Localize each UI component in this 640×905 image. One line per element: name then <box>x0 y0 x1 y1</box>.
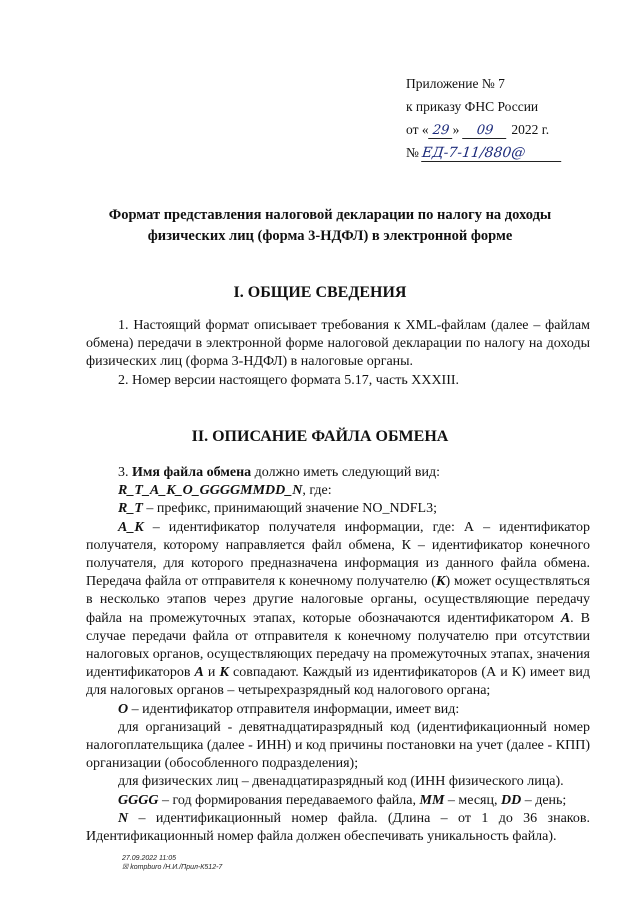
n-definition: N – идентификационный номер файла. (Длина – от 1 до 36 знаков. Идентификационный номер файла должен обеспечивать уникальность файла). <box>86 810 590 845</box>
org-code-definition: для организаций - девятнадцатиразрядный код (идентификационный номер налогоплательщика (далее - ИНН) и код причины постановки на учет (далее - КПП) организации (обособленного подразделения); <box>86 719 590 772</box>
paragraph-3: 3. Имя файла обмена должно иметь следующий вид: <box>118 465 441 480</box>
ak-definition: A_K – идентификатор получателя информации, где: А – идентификатор получателя, которому направляется файл обмена, К – идентификатор конечного получателя, для которого предназначена информация из данного файла обмена. Передача файла от отправителя к конечному получателю (К) может осуществляться в несколько этапов через другие налоговые органы, осуществляющие передачу файла на промежуточных этапах, которые обозначаются идентификатором А. В случае передачи файла от отправителя к конечному получателю при отсутствии налоговых органов, осуществляющих передачу на промежуточных этапах, значения идентификаторов А и К совпадают. Каждый из идентификаторов (А и К) имеет вид для налоговых органов – четырехразрядный код налогового органа; <box>86 519 590 699</box>
footer-timestamp: 27.09.2022 11:05 <box>122 855 176 862</box>
print-footer <box>122 854 222 872</box>
appendix-order-ref: к приказу ФНС России <box>406 99 539 114</box>
paragraph-1: 1. Настоящий формат описывает требования к XML-файлам (далее – файлам обмена) передачи в электронной форме налоговой декларации по налогу на доходы физических лиц (форма 3-НДФЛ) в налоговые органы. <box>86 318 590 370</box>
section-general-body <box>86 317 590 390</box>
appendix-label: Приложение № 7 <box>406 76 505 91</box>
document-title: Формат представления налоговой декларации по налогу на доходы физических лиц (форма 3-НДФЛ) в электронной форме <box>108 207 552 244</box>
handwritten-order-number: ЕД-7-11/880@ <box>421 146 563 162</box>
date-parts-definition: GGGG – год формирования передаваемого файла, MM – месяц, DD – день; <box>118 792 567 808</box>
appendix-block <box>406 72 562 164</box>
section-exchange-body <box>86 464 590 846</box>
paragraph-2: 2. Номер версии настоящего формата 5.17, часть XXXIII. <box>118 372 460 388</box>
appendix-number: № ЕД-7-11/880@ <box>406 141 562 164</box>
appendix-date: от « 29 » 09 2022 г. <box>406 122 550 138</box>
filename-pattern: R_T_A_K_O_GGGGMMDD_N, где: <box>118 483 332 499</box>
section-heading-general: I. ОБЩИЕ СВЕДЕНИЯ <box>233 284 407 301</box>
o-definition: O – идентификатор отправителя информации, имеет вид: <box>118 701 460 717</box>
handwritten-day: 29 <box>428 123 454 139</box>
individual-code-definition: для физических лиц – двенадцатиразрядный код (ИНН физического лица). <box>118 774 564 790</box>
section-heading-exchange-file: II. ОПИСАНИЕ ФАЙЛА ОБМЕНА <box>191 428 449 445</box>
footer-operator: ☒ kompburo /Н.И./Прил-К512-7 <box>122 864 223 871</box>
doc-icon: ☒ <box>122 864 129 871</box>
rt-definition: R_T – префикс, принимающий значение NO_NDFL3; <box>118 501 437 517</box>
handwritten-month: 09 <box>463 123 509 139</box>
